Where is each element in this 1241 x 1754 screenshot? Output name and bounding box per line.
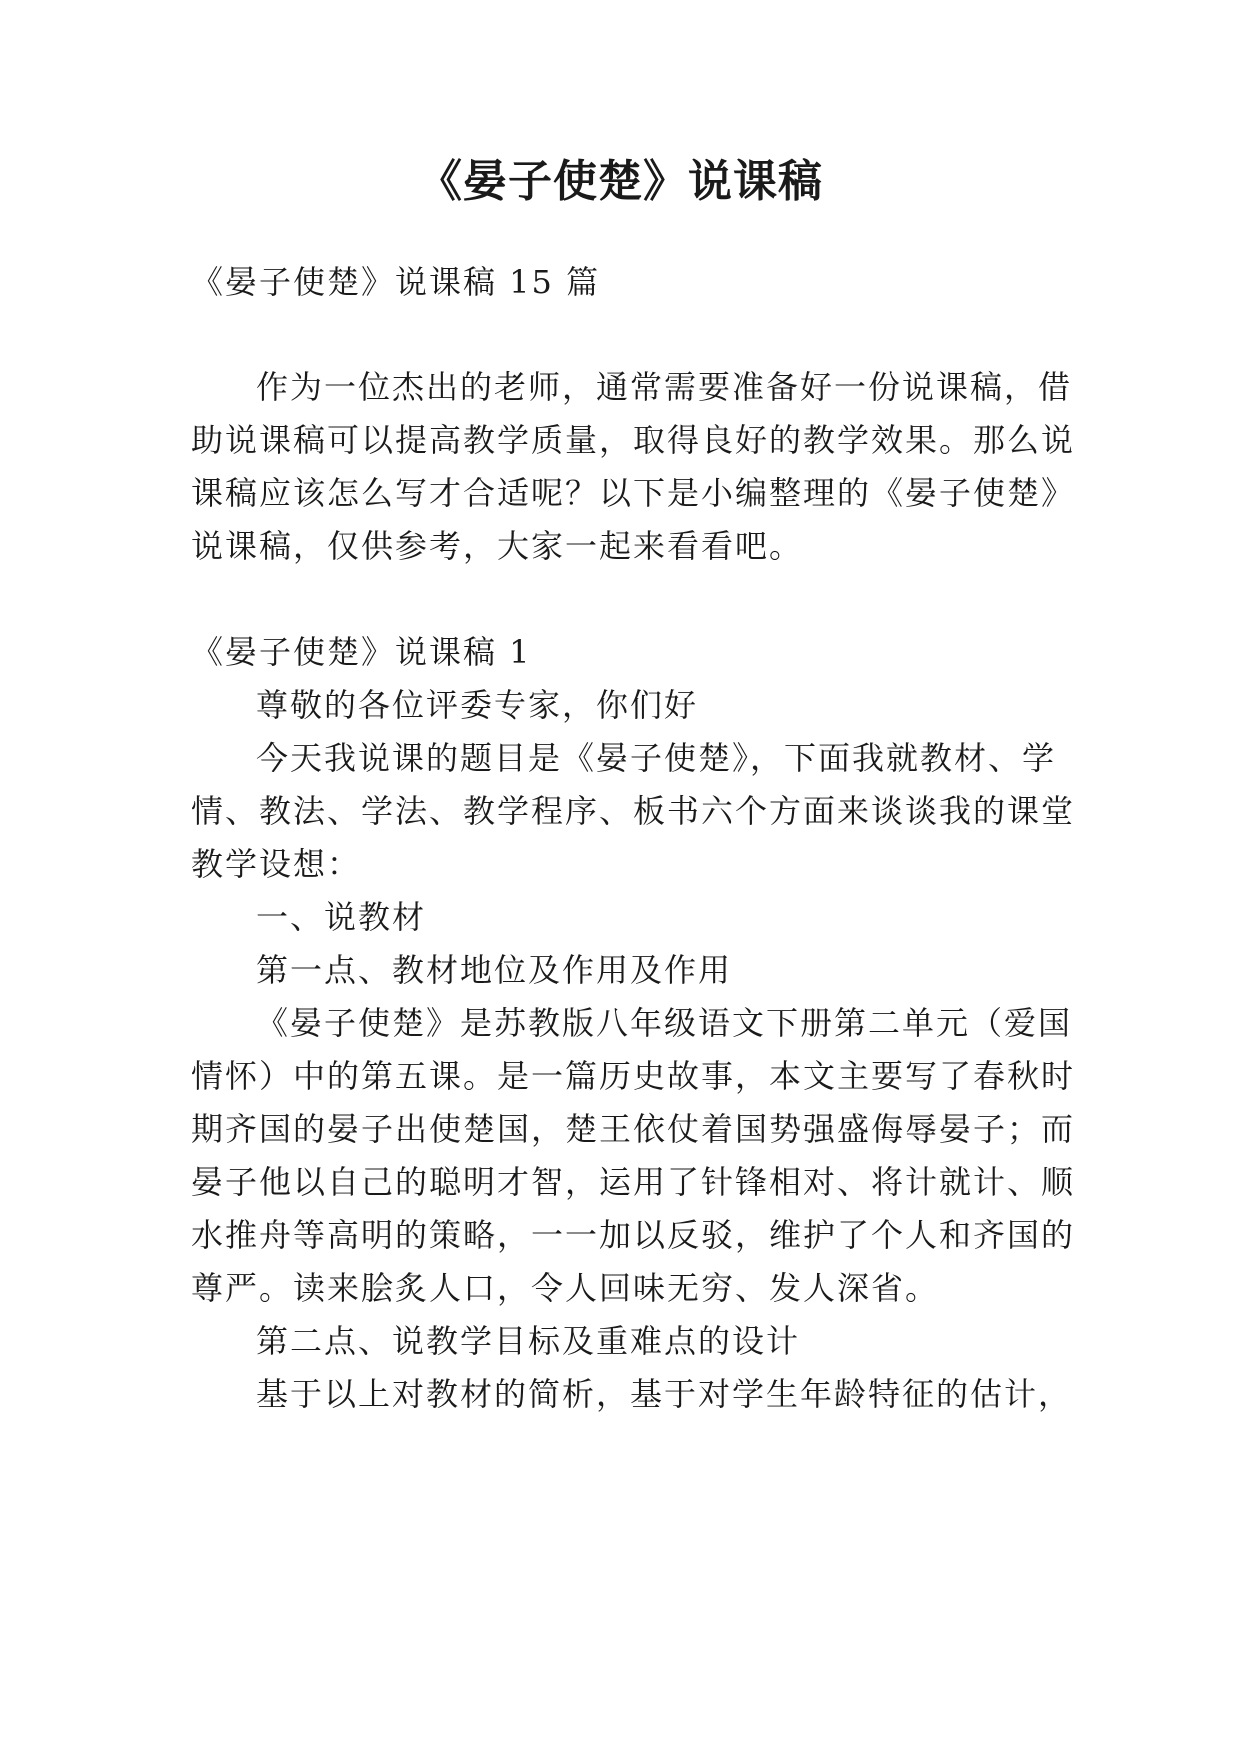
- body-line-2: 今天我说课的题目是《晏子使楚》，下面我就教材、学: [256, 739, 1057, 777]
- body-line-11: 水推舟等高明的策略，一一加以反驳，维护了个人和齐国的: [191, 1216, 1076, 1254]
- body-line-4: 教学设想：: [191, 845, 362, 883]
- section-heading: 《晏子使楚》说课稿 1: [191, 633, 532, 671]
- body-subheading-2: 第二点、说教学目标及重难点的设计: [256, 1322, 801, 1360]
- intro-line-3: 课稿应该怎么写才合适呢？以下是小编整理的《晏子使楚》: [191, 474, 1076, 512]
- intro-line-4: 说课稿，仅供参考，大家一起来看看吧。: [191, 527, 804, 565]
- body-line-8: 情怀）中的第五课。是一篇历史故事，本文主要写了春秋时: [191, 1057, 1076, 1095]
- body-line-9: 期齐国的晏子出使楚国，楚王依仗着国势强盛侮辱晏子；而: [191, 1110, 1076, 1148]
- intro-line-1: 作为一位杰出的老师，通常需要准备好一份说课稿，借: [256, 368, 1073, 406]
- document-title: 《晏子使楚》说课稿: [418, 156, 823, 207]
- document-subtitle: 《晏子使楚》说课稿 15 篇: [191, 263, 601, 301]
- body-line-7: 《晏子使楚》是苏教版八年级语文下册第二单元（爱国: [256, 1004, 1073, 1042]
- body-line-12: 尊严。读来脍炙人口，令人回味无穷、发人深省。: [191, 1269, 940, 1307]
- intro-line-2: 助说课稿可以提高教学质量，取得良好的教学效果。那么说: [191, 421, 1076, 459]
- body-subheading-1: 第一点、教材地位及作用及作用: [256, 951, 733, 989]
- body-line-3: 情、教法、学法、教学程序、板书六个方面来谈谈我的课堂: [191, 792, 1076, 830]
- body-heading-1: 一、说教材: [256, 898, 427, 936]
- body-line-10: 晏子他以自己的聪明才智，运用了针锋相对、将计就计、顺: [191, 1163, 1076, 1201]
- body-line-1: 尊敬的各位评委专家，你们好: [256, 686, 699, 724]
- body-line-14: 基于以上对教材的简析，基于对学生年龄特征的估计，: [256, 1375, 1073, 1413]
